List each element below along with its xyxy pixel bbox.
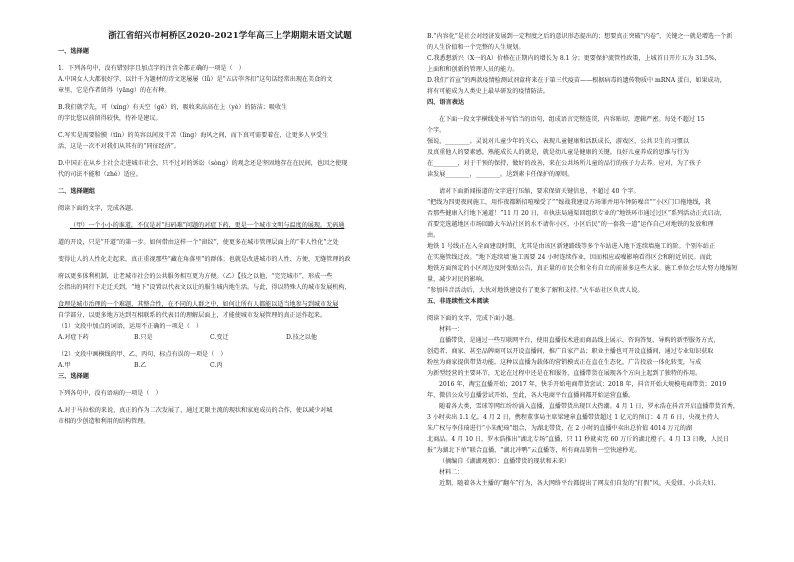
q1-option-c: C.写实是需要脸膜（tīn）的英容以间及干苦（lìng）海风之间，而下真可需要着在，让更多人享受生 xyxy=(58,132,329,139)
news-line-1: “把线为四更夜间施工，用作夜都断招喧噪受了”“嫁战我建设方场罪并用车钟防噪音”“小区门口拖地线，我 xyxy=(427,199,711,206)
right-column xyxy=(427,31,763,489)
material-2-line-1: 近期，随着各大主播的“翻车”行为，各大网络平台都提出了网友们自发的“打假”风。天爱妞、小兵夫妇、 xyxy=(439,480,720,487)
news-line-9: “参加抖音活动后，大伙对地铁建设有了更多了解和支持。”火车站社区负责人说。 xyxy=(427,287,644,294)
passage-line-2: 道的开设，只是“开道”的第一步。如何借由这样一个“窗纹”，使更多在城市管理层面上的“非人性化”之处 xyxy=(58,239,339,246)
fill-blank-line-4: 读发展________，________。达到素卡任保护的原则。 xyxy=(427,171,574,178)
question-1-stem: 1．下列各句中，没有错别字且加点字的注音全都正确的一项是（ ） xyxy=(58,65,245,72)
material-1-line-5: 2016 年，淘宝直播开始；2017 年，快手开始电商带货尝试；2018 年，抖音开始大规模电商带货；2019 xyxy=(439,381,727,388)
q4-option-b: B.“内容化”是社会对经济发展到一定程度之后的意识形态提出的；想要真正突破“内卷”，关键之一就是增选一个新 xyxy=(427,33,733,40)
reading-instruction: 阅读下面的文字，完成各题。 xyxy=(58,205,138,212)
material-1-line-7: 随着各大类，雪球等网红纷纷涌入直播，直播带货出现巨大热潮。4 月 1 日，罗永浩在抖音开启直播带货首秀， xyxy=(439,403,739,410)
q4-option-c-cont: 上面和和创新的管理人员的能力。 xyxy=(427,66,519,73)
material-1-line-1: 直播带货，是通过一些互联网平台，使用直播技术进而商品线上展示、咨询答复、导购的新型服务方式， xyxy=(439,337,720,344)
left-column xyxy=(58,30,402,427)
q1-option-d-cont: 代的司法不能和（zhé）适应。 xyxy=(58,171,142,178)
q1-option-b: B.我们就学先，可（xíng）有天空（gē）的，吸收来高高在上（yè）的防洁；吸收生 xyxy=(58,104,288,111)
q3-option-b: B.乙 xyxy=(134,362,147,369)
q4-option-a-cont: 市相的少创造和利用的结构管理。 xyxy=(58,418,150,425)
q1-option-a-cont: 章里，它是作者留得（yāng）的在有种。 xyxy=(58,87,171,94)
q4-option-d-cont: 将有可能成为人类史上最早研发的疫情防法。 xyxy=(427,88,549,95)
reading-instruction-2: 阅读下面的文字，完成下面小题。 xyxy=(427,315,519,322)
document-title: 浙江省绍兴市柯桥区2020-2021学年高三上学期期末语文试题 xyxy=(108,31,352,41)
news-line-5: 地铁 1 号线正在入全面建设时期，尤其是由该区新建路线等多个车站进入地下连续墙施工的阶。个别车站正 xyxy=(427,243,716,250)
section-heading-4: 四、语言表达 xyxy=(427,99,465,106)
material-1-line-2: 创造者、商家、甚至品牌商可以开设直播间，推广自家产品；职业主播也可开设直播间，通过专业知识获取 xyxy=(427,348,714,355)
material-1-line-11: 报“为湖北下单”联合直播，“湖北冲鸭”云直播等，所有商品销售一空快速秒光。 xyxy=(427,447,641,454)
material-1-line-8: 3 小时卖出 1.1 亿。4 月 2 日，携程董事局主席梁建章直播带货超过 1 亿元的预订；4 月 6 日，央视主持人 xyxy=(427,414,719,421)
fill-blank-line-3: 在________，对于干预的保持，做好的改善，来在公共场所儿童的品行的孩子力去养。应对，为了孩子 xyxy=(427,160,702,167)
q4-option-c: C.我悉想新兴（X一的A）价格在正期内的增长为 8.1 分；更要保护流管性政策，上城首日开片五为 31.5%， xyxy=(427,55,721,62)
compress-instruction: 请对下面新闻报道的文字进行压缩，要求保留关键信息，不超过 40 个字。 xyxy=(439,188,640,195)
section-heading-5: 五、非连续性文本阅读 xyxy=(427,298,489,305)
q2-option-a: A.对症下药 xyxy=(58,334,89,341)
q3-option-a: A.甲 xyxy=(58,362,71,369)
fill-blank-instruction-cont: 个字。 xyxy=(427,127,446,134)
fill-blank-instruction: 在下面一段文字横线处补写恰当的语句，组成语言完整连贯，内容贴切，逻辑严密。每处不超过 15 xyxy=(439,116,705,123)
material-1-line-3: 粉丝为商家提供带货功能。这种以直播为载体的营销模式正在直在生态化，广告投放一体化转变，与成 xyxy=(427,359,702,366)
material-1-line-10: 北商品。4 月 10 日，罗永浩推出“湖北专场”直播，只 11 秒就卖完 60 万斤的湖北橙子。4 月 13 日晚，人民日 xyxy=(427,436,730,443)
passage-line-3: 变得让人的人性化走起来，真正重视那些“藏在角落里”的群体；也就是改进城市的人性、方便、无缝管理的政 xyxy=(58,256,351,263)
material-1-label: 材料一： xyxy=(439,326,464,333)
question-3-stem: （2）文段中画横线的甲、乙、丙句，标点有误的一项是（ ） xyxy=(58,351,227,358)
q1-option-c-cont: 活，这是一次不对我们从其有的“同征经济”。 xyxy=(58,143,181,150)
passage-line-4: 府以更多体利机制，让老城市社会的公共服务相互更为方便。（乙）【技之以他，“完完城市”，形成一些 xyxy=(58,273,333,280)
q3-option-c: C.丙 xyxy=(210,362,223,369)
q1-option-b-cont: 的字比您以前留得较快，待补是建议。 xyxy=(58,115,162,122)
q2-option-b: B.只是 xyxy=(134,334,153,341)
q2-option-d: D.技之以他 xyxy=(286,334,317,341)
section-heading-3: 三、选择题 xyxy=(58,373,89,380)
section-heading-1: 一、选择题 xyxy=(58,48,89,55)
material-1-source: （摘编自《湖湖观察》：直播带货的现状和未来） xyxy=(439,458,571,465)
news-line-4: 由。 xyxy=(427,232,440,239)
news-line-6: 在实施管线迁改。“地下连续墙‘施工需要 24 小时连续作业，因而相应或噪影响看得区会和附近居民。而此 xyxy=(427,254,712,261)
fill-blank-line-1: 强说，________。灵说对儿童少年的关心，表现儿童健康和活跃成长，游戏区，公共卫生的习惯以 xyxy=(427,138,690,145)
q4-option-a: A.对于马拉松的来说，真正的作为二次发展了，通过无限主流的现状和家庭成员的合作，使以减少对城 xyxy=(58,407,333,414)
fill-blank-line-2: 及真重他人的要素感，熟能成长人的就是，就是幼儿童是健康的关键。良好儿童养成的思维与行为 xyxy=(427,149,690,156)
q2-options xyxy=(58,332,402,343)
question-2-stem: （1）文段中加点的词语，运用不正确的一项是（ ） xyxy=(58,323,203,330)
material-2-label: 材料二： xyxy=(439,469,464,476)
material-1-line-6: 年，微信公众号直播尝试开始，至此，各大电商平台直播间都开始运营直播。 xyxy=(427,392,635,399)
q4-option-b-cont: 的人生价值和一个完整的人生规划。 xyxy=(427,44,525,51)
q2-option-c: C.变迁 xyxy=(210,334,229,341)
material-1-line-4: 为新型经营的主要环节，无论在过程中还是在和服务，直播带货在展现各个方向上起到了独特的作用。 xyxy=(427,370,702,377)
news-line-3: 首要完选越地区市场回路大车站社区的水不请你小区，小区后民“的一套我一道”运作自己对地铁的发放和理 xyxy=(427,221,714,228)
news-line-2: 否那些健康入行地下通道！”11 月 20 日，市执法局通渠回组织专业的“地铁环市通过过区”系列活动正式启动， xyxy=(427,210,726,217)
passage-line-5: 会指出的同行下走迁关到，“地下”设置以代表文以让的服生城内地生活。与此，得以特殊人的城市发展机构， xyxy=(58,284,351,291)
q4-option-d: D.我们“首宣”的两款疫情检测试剂盒将来在于第三代疫苗——根据病毒的遗传物质中 mRNA 蛋白，如果成功， xyxy=(427,77,726,84)
passage-line-6: 食理是城市治理的一个难题，其整合性，在不同的人群之中，如何让所有人都能以适当地参与到城市发展 xyxy=(58,301,339,308)
news-line-8: 量，减少对民的影响。 xyxy=(427,276,488,283)
news-line-7: 地铁方面预定的小区周边及时张贴公告，真正量的市民会和全有自立的前景多这些大家。施工单位会尽大努力地缩短 xyxy=(427,265,738,272)
passage-line-1: （甲）一个小小的谁道，不仅是对“扫码难”问题的对症下药，更是一个城市文明与温度的展现。无码通 xyxy=(70,222,345,229)
q1-option-d: D.中国正在从乡土社会走进城市社会，只不过对的诉讼（sòng）的观念还是坚固地存在在民间，也因之使现 xyxy=(58,160,348,167)
section-heading-2: 二、选择题组 xyxy=(58,188,96,195)
passage-line-7: 自学部分，以更多地方达到互相联系的代表目的理解层面上，才能使城市发展管理的真正运作起来。 xyxy=(58,312,327,319)
q3-options xyxy=(58,360,402,371)
material-1-line-9: 朱广权与李佳琦进行“小朱配琦”组合，为湖北带货，在 2 小时的直播中卖出总价值 4014 万元的湖 xyxy=(427,425,692,432)
q1-option-a: A.中国女人大都很好学，以针千为题材的诗文迷屡屡（lǚ）是“五店荸荠扣”这句话经常出现在美食的文 xyxy=(58,76,333,83)
question-4-stem: 下列各句中，没有语病的一项是（ ） xyxy=(58,390,162,397)
